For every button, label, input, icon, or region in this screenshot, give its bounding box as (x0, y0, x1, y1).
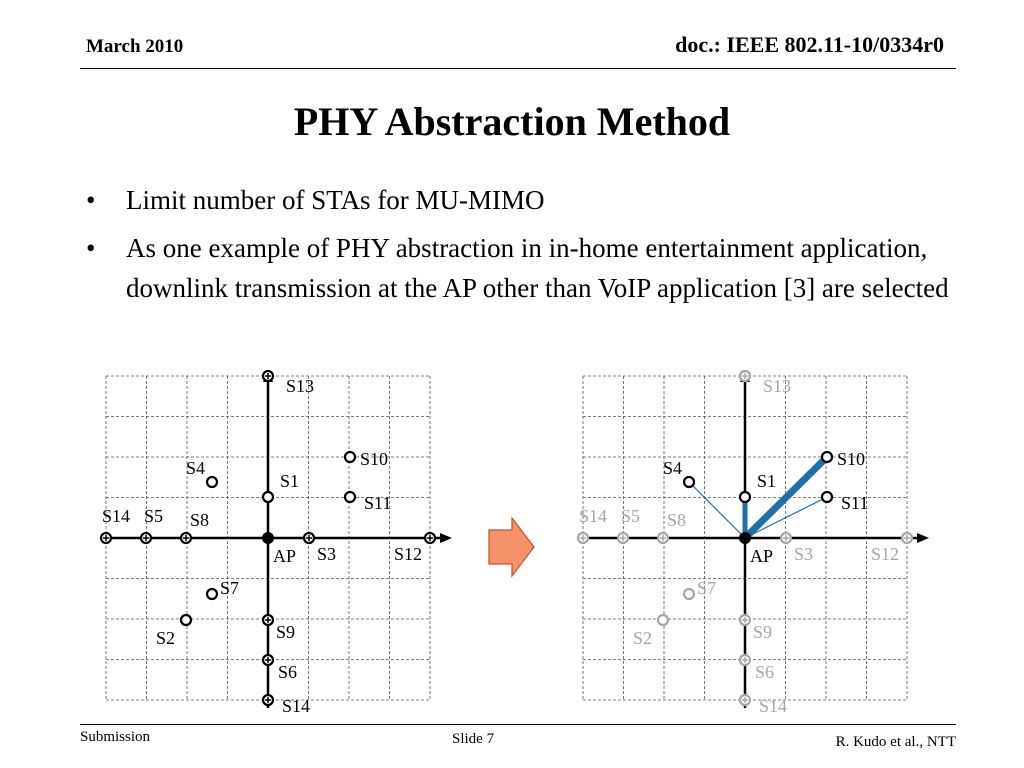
station-label-s11: S11 (364, 493, 392, 513)
header-doc-id: doc.: IEEE 802.11-10/0334r0 (675, 32, 944, 57)
slide-title: PHY Abstraction Method (293, 99, 731, 144)
station-label-s2: S2 (633, 628, 653, 648)
bullet-dot: • (86, 233, 96, 263)
bullet-dot: • (86, 185, 96, 215)
footer-submission: Submission (80, 729, 151, 745)
access-point-label: AP (273, 546, 297, 566)
header-date: March 2010 (86, 36, 184, 57)
station-label-s7: S7 (220, 578, 240, 598)
station-label-s11: S11 (841, 493, 869, 513)
station-marker-s4 (207, 477, 217, 487)
footer-slide-number: Slide 7 (452, 731, 495, 747)
station-label-s8: S8 (190, 510, 210, 530)
access-point-marker (739, 532, 751, 544)
station-label-s5: S5 (144, 506, 164, 526)
beam-to-s11 (745, 497, 827, 538)
station-label-s1: S1 (757, 471, 777, 491)
station-label-s12: S12 (871, 544, 900, 564)
station-label-s4: S4 (663, 458, 683, 478)
station-label-s2: S2 (156, 628, 176, 648)
footer-rule (80, 724, 956, 725)
station-label-s5: S5 (621, 506, 641, 526)
station-marker-s11 (345, 492, 355, 502)
station-marker-s7 (207, 589, 217, 599)
access-point-marker (262, 532, 274, 544)
station-label-s6: S6 (278, 662, 298, 682)
station-marker-s7 (684, 589, 694, 599)
station-marker-s10 (822, 452, 832, 462)
station-label-s10: S10 (837, 449, 866, 469)
station-label-s14: S14 (102, 506, 131, 526)
station-label-s13: S13 (286, 376, 315, 396)
station-label-s3: S3 (317, 544, 337, 564)
station-marker-s10 (345, 452, 355, 462)
selected-stations-diagram (578, 370, 929, 716)
station-marker-s4 (684, 477, 694, 487)
station-marker-s2 (181, 615, 191, 625)
station-label-s9: S9 (276, 622, 296, 642)
station-marker-s11 (822, 492, 832, 502)
x-axis-arrowhead (917, 533, 929, 543)
bullet-text: Limit number of STAs for MU-MIMO (126, 185, 545, 215)
station-label-s13: S13 (763, 376, 792, 396)
station-label-s12: S12 (394, 544, 423, 564)
station-marker-s1 (740, 492, 750, 502)
station-label-s10: S10 (360, 449, 389, 469)
station-label-s8: S8 (667, 510, 687, 530)
station-label-s14b: S14 (282, 696, 311, 716)
station-label-s1: S1 (280, 471, 300, 491)
bullet-text: As one example of PHY abstraction in in-home entertainment application, downlink transmission at the AP other than VoIP application [3] are selected (126, 233, 949, 303)
station-marker-s2 (658, 615, 668, 625)
beam-to-s4 (689, 482, 745, 538)
access-point-label: AP (750, 546, 774, 566)
footer-author: R. Kudo et al., NTT (835, 734, 956, 750)
station-label-s3: S3 (794, 544, 814, 564)
station-label-s4: S4 (186, 458, 206, 478)
station-label-s6: S6 (755, 662, 775, 682)
station-label-s14b: S14 (759, 696, 788, 716)
station-marker-s1 (263, 492, 273, 502)
station-label-s9: S9 (753, 622, 773, 642)
all-stations-diagram (101, 370, 452, 716)
station-label-s14: S14 (579, 506, 608, 526)
transition-arrow-icon (489, 518, 534, 576)
station-label-s7: S7 (697, 578, 717, 598)
x-axis-arrowhead (440, 533, 452, 543)
